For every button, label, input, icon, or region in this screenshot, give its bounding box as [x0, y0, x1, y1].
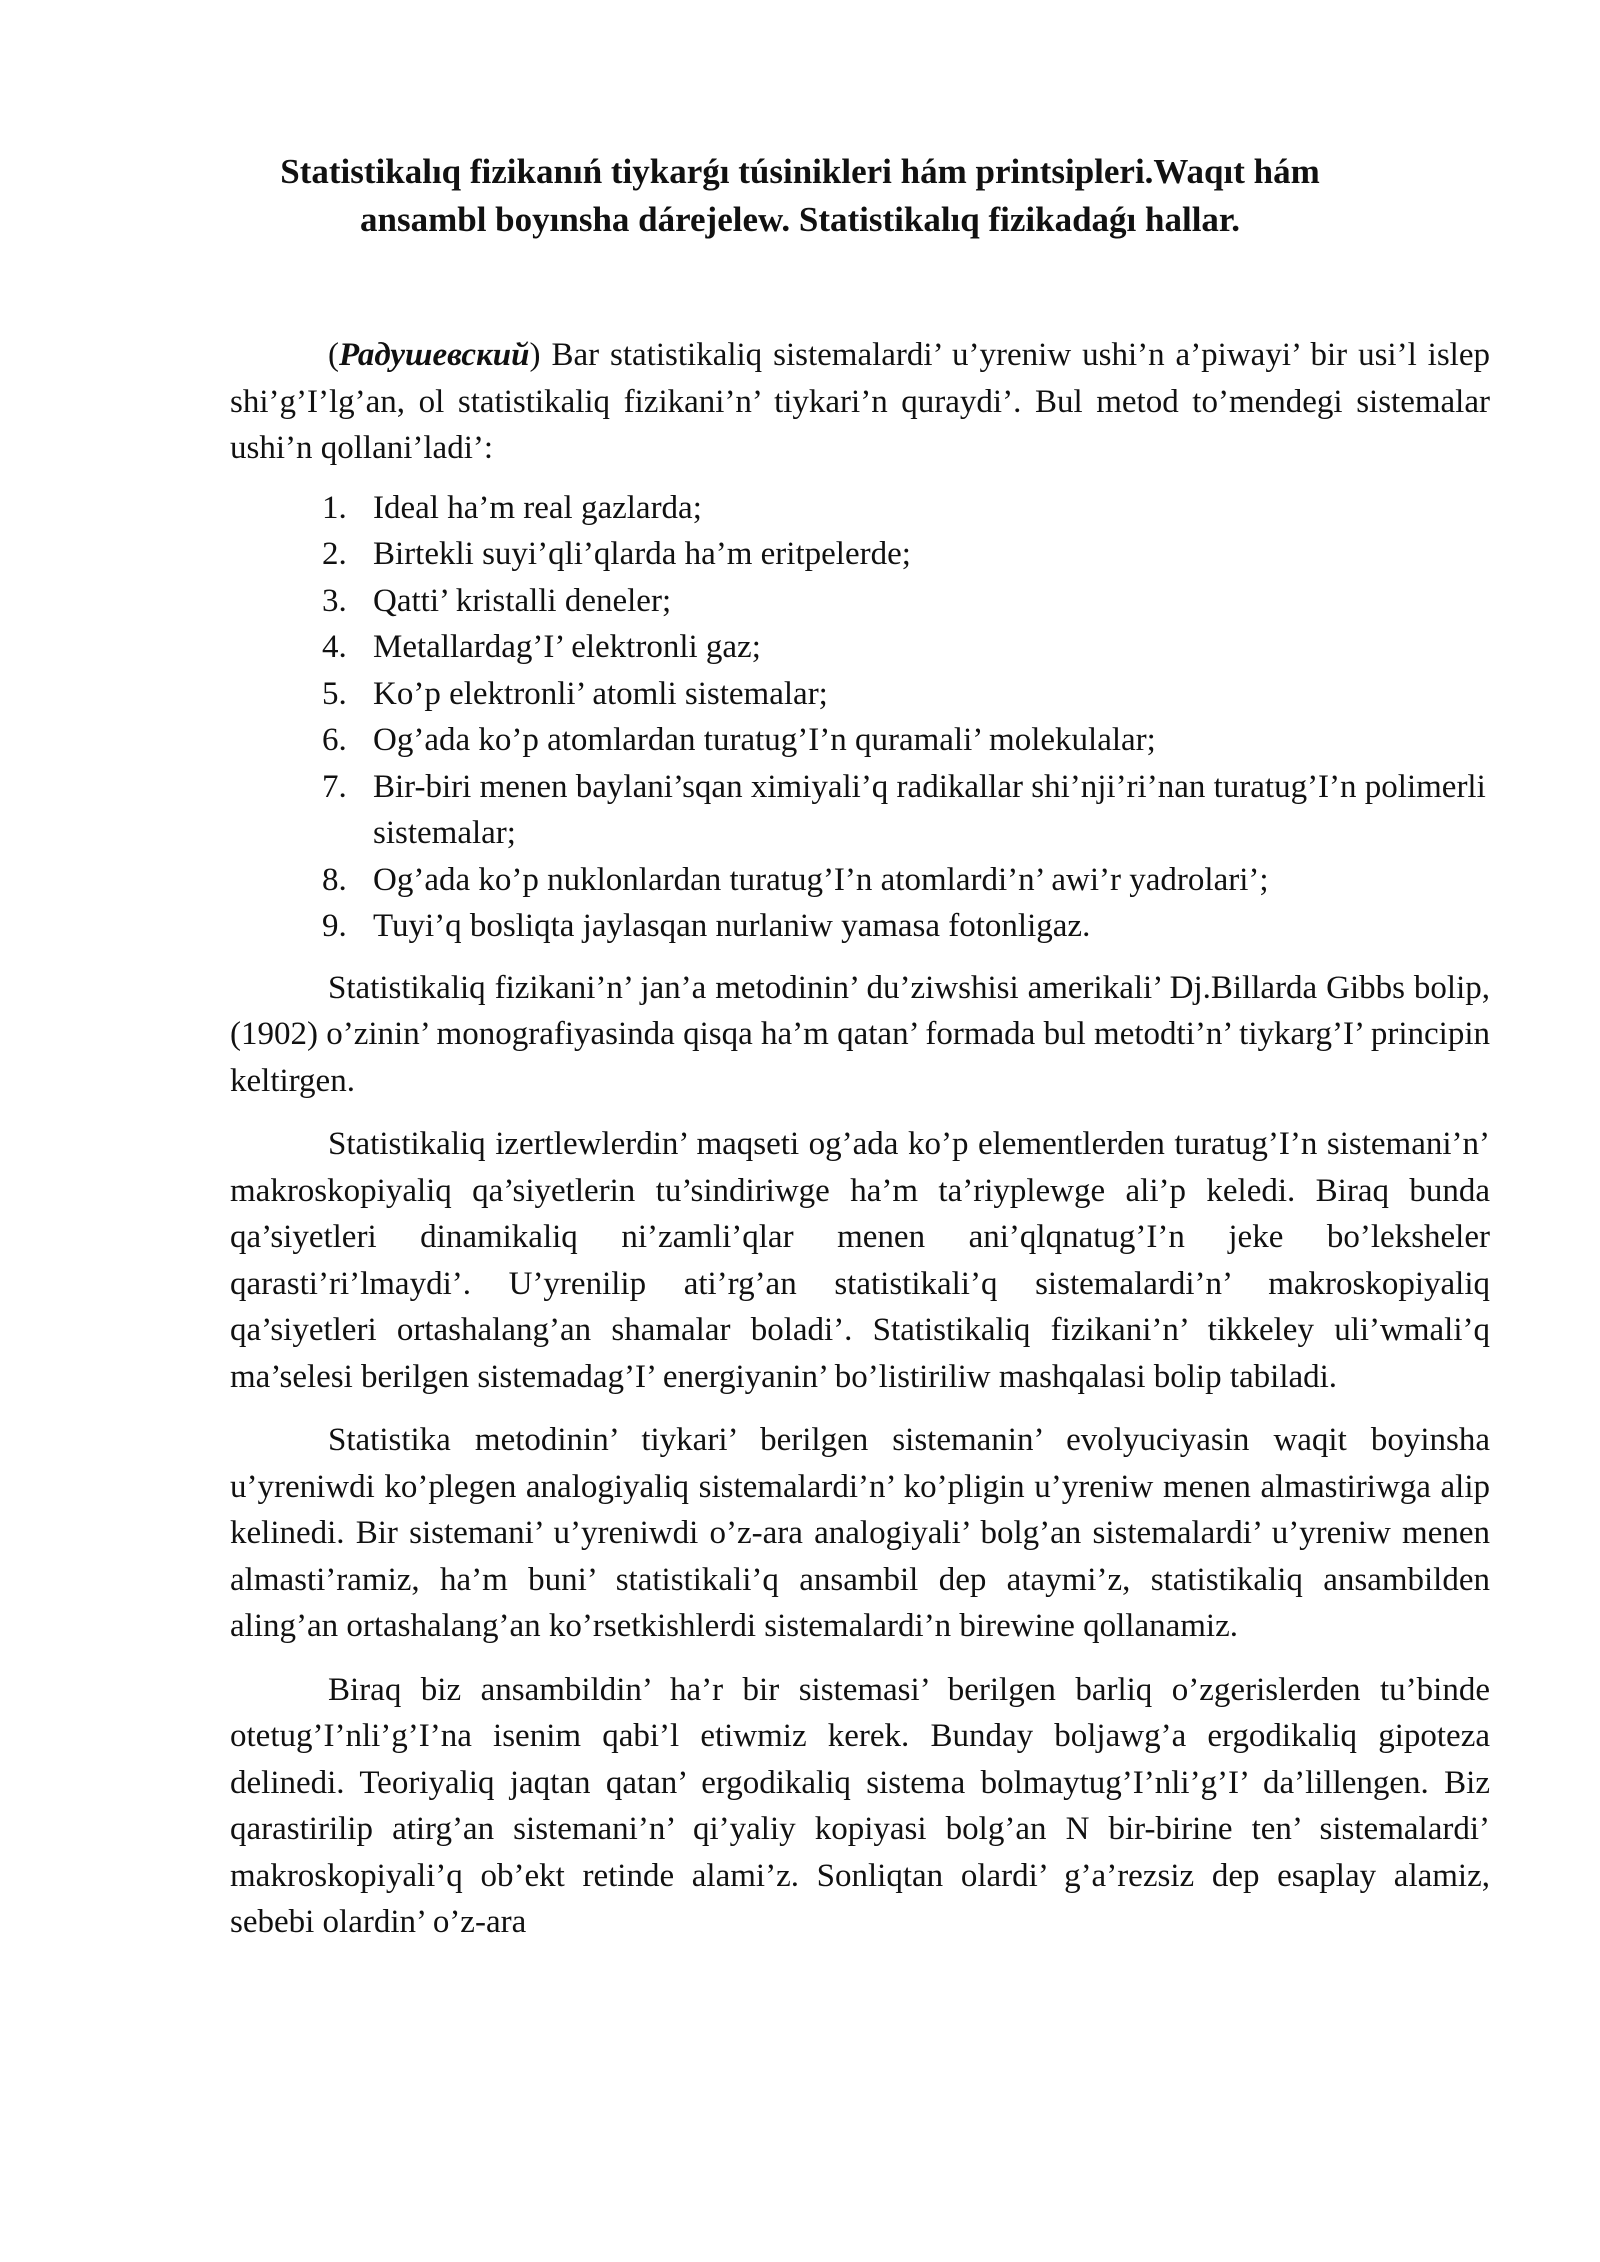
list-item	[230, 717, 1490, 764]
document-title: Statistikalıq fizikanıń tiykarǵı túsinikleri hám printsipleri.Waqıt hám ansambl boyınsha dárejelew. Statistikalıq fizikadaǵı hallar.	[280, 152, 1320, 239]
list-item-text: Og’ada ko’p nuklonlardan turatug’I’n atomlardi’n’ awi’r yadrolari’;	[373, 861, 1269, 898]
document-body	[230, 332, 1490, 1946]
list-item-text: Og’ada ko’p atomlardan turatug’I’n quramali’ molekulalar;	[373, 722, 1156, 758]
intro-open-paren: (	[328, 337, 339, 373]
list-item-text: Qatti’ kristalli deneler;	[373, 582, 672, 619]
body-paragraph: Statistikaliq izertlewlerdin’ maqseti og’ada ko’p elementlerden turatug’I’n sistemani’n’ makroskopiyaliq qa’siyetlerin tu’sindiriwge ha’m ta’riyplewge ali’p keledi. Biraq bunda qa’siyetleri dinamikaliq ni’zamli’qlar menen ani’qlqnatug’I’n jeke bo’leksheler qarasti’ri’lmaydi’. U’yrenilip ati’rg’an statistikali’q sistemalardi’n’ makroskopiyaliq qa’siyetleri ortashalang’an shamalar boladi’. Statistikaliq fizikani’n’ tikkeley uli’wmali’q ma’selesi berilgen sistemadag’I’ energiyanin’ bo’listiriliw mashqalasi bolip tabiladi.	[230, 1126, 1490, 1395]
list-item-number: 5.	[322, 675, 347, 712]
list-item-number: 4.	[322, 629, 347, 665]
body-paragraph: Biraq biz ansambildin’ ha’r bir sistemasi’ berilgen barliq o’zgerislerden tu’binde otetug’I’nli’g’I’na isenim qabi’l etiwmiz kerek. Bunday boljawg’a ergodikaliq gipoteza delinedi. Teoriyaliq jaqtan qatan’ ergodikaliq sistema bolmaytug’I’nli’g’I’ da’lillengen. Biz qarastirilip atirg’an sistemani’n’ qi’yaliy kopiyasi bolg’an N bir-birine ten’ sistemalardi’ makroskopiyali’q ob’ekt retinde alami’z. Sonliqtan olardi’ g’a’rezsiz dep esaplay alamiz, sebebi olardin’ o’z-ara	[230, 1671, 1490, 1940]
list-item	[230, 671, 1490, 718]
list-item-number: 6.	[322, 722, 347, 758]
list-item-number: 1.	[322, 489, 347, 526]
intro-text: ) Bar statistikaliq sistemalardi’ u’yreniw ushi’n a’piwayi’ bir usi’l islep shi’g’I’lg’an, ol statistikaliq fizikani’n’ tiykari’n quraydi’. Bul metod to’mendegi sistemalar ushi’n qollani’ladi’:	[230, 337, 1490, 466]
body-paragraph: Statistikaliq fizikani’n’ jan’a metodinin’ du’ziwshisi amerikali’ Dj.Billarda Gibbs bolip, (1902) o’zinin’ monografiyasinda qisqa ha’m qatan’ formada bul metodti’n’ tiykarg’I’ principin keltirgen.	[230, 969, 1490, 1099]
list-item-number: 7.	[322, 768, 347, 805]
list-item	[230, 764, 1490, 857]
list-item-number: 8.	[322, 861, 347, 898]
list-item-number: 3.	[322, 582, 347, 619]
list-item-text: Ko’p elektronli’ atomli sistemalar;	[373, 675, 828, 712]
list-item-number: 9.	[322, 908, 347, 944]
list-item-text: Ideal ha’m real gazlarda;	[373, 489, 702, 526]
list-item-text: Birtekli suyi’qli’qlarda ha’m eritpelerde;	[373, 536, 911, 572]
list-item	[230, 485, 1490, 532]
list-item-text: Tuyi’q bosliqta jaylasqan nurlaniw yamasa fotonligaz.	[373, 908, 1091, 944]
list-item	[230, 578, 1490, 625]
intro-paragraph	[230, 332, 1490, 472]
list-item	[230, 624, 1490, 671]
list-item	[230, 903, 1490, 950]
list-item	[230, 857, 1490, 904]
list-item-text: Bir-biri menen baylani’sqan ximiyali’q radikallar shi’nji’ri’nan turatug’I’n polimerli sistemalar;	[373, 768, 1486, 851]
intro-source-author: Радушевский	[339, 337, 530, 373]
body-paragraph: Statistika metodinin’ tiykari’ berilgen sistemanin’ evolyuciyasin waqit boyinsha u’yreniwdi ko’plegen analogiyaliq sistemalardi’n’ ko’pligin u’yreniw menen almastiriwga alip kelinedi. Bir sistemani’ u’yreniwdi o’z-ara analogiyali’ bolg’an sistemalardi’ u’yreniw menen almasti’ramiz, ha’m buni’ statistikali’q ansambil dep ataymi’z, statistikaliq ansambilden aling’an ortashalang’an ko’rsetkishlerdi sistemalardi’n birewine qollanamiz.	[230, 1422, 1490, 1644]
systems-list	[230, 485, 1490, 950]
list-item	[230, 531, 1490, 578]
list-item-text: Metallardag’I’ elektronli gaz;	[373, 629, 761, 665]
list-item-number: 2.	[322, 536, 347, 572]
